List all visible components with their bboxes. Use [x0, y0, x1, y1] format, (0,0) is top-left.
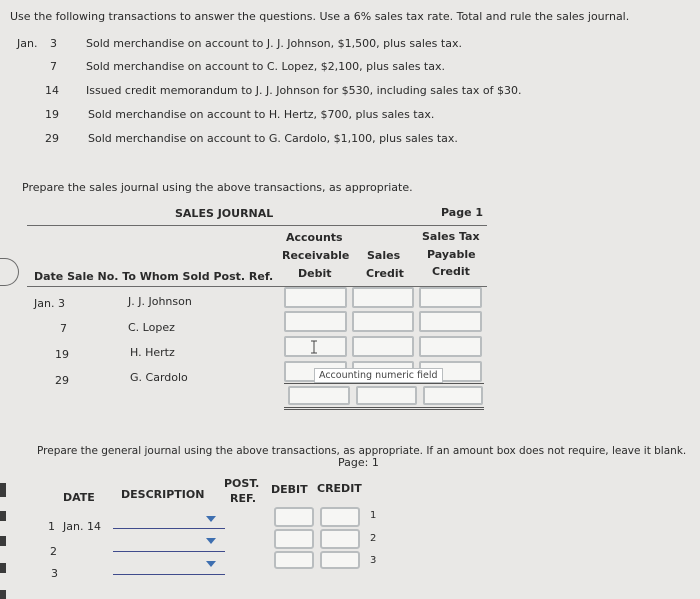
row-date: 7 [60, 322, 67, 335]
entry-number: 2 [50, 545, 57, 558]
line-number: 1 [370, 510, 377, 521]
transaction-month: Jan. [17, 37, 38, 50]
ar-debit-input[interactable] [284, 287, 347, 308]
double-rule-line [284, 409, 484, 410]
general-journal-page: Page: 1 [338, 456, 379, 469]
transaction-day: 19 [45, 108, 59, 121]
col-tax-1: Sales Tax [422, 230, 480, 243]
col-tax-2: Payable [427, 248, 476, 261]
edge-bar [0, 511, 6, 521]
debit-input[interactable] [274, 507, 314, 527]
ar-total-input[interactable] [288, 386, 350, 405]
col-date: DATE [63, 491, 95, 504]
text-cursor-icon [310, 340, 318, 354]
col-sales-1: Sales [367, 249, 401, 262]
row-customer: C. Lopez [128, 321, 175, 334]
transaction-text: Issued credit memorandum to J. J. Johnson for $530, including sales tax of $30. [86, 84, 522, 97]
credit-input[interactable] [320, 507, 360, 527]
edge-bar [0, 483, 6, 497]
transaction-day: 3 [50, 37, 57, 50]
col-credit: CREDIT [317, 482, 362, 495]
debit-input[interactable] [274, 529, 314, 549]
col-post-2: REF. [230, 492, 257, 505]
entry-number: 1 [48, 520, 55, 533]
edge-bar [0, 590, 6, 599]
credit-input[interactable] [320, 551, 360, 569]
line-number: 3 [370, 555, 377, 566]
description-dropdown[interactable] [113, 574, 225, 575]
ar-debit-input[interactable] [284, 336, 347, 357]
rule-line [27, 225, 487, 226]
col-ar-1: Accounts [286, 231, 343, 244]
transaction-text: Sold merchandise on account to H. Hertz, $700, plus sales tax. [88, 108, 435, 121]
rule-line [27, 286, 487, 287]
transaction-day: 7 [50, 60, 57, 73]
description-dropdown[interactable] [113, 528, 225, 529]
entry-date: Jan. 14 [63, 520, 101, 533]
double-rule-line [284, 407, 484, 408]
col-ar-2: Receivable [282, 249, 350, 262]
entry-number: 3 [51, 567, 58, 580]
dropdown-arrow-icon[interactable] [206, 561, 216, 567]
transaction-day: 29 [45, 132, 59, 145]
tax-credit-input[interactable] [419, 287, 482, 308]
row-customer: J. J. Johnson [128, 295, 192, 308]
sales-credit-input[interactable] [352, 311, 414, 332]
col-post-1: POST. [224, 477, 260, 490]
dropdown-arrow-icon[interactable] [206, 516, 216, 522]
row-date: 19 [55, 348, 69, 361]
field-tooltip: Accounting numeric field [314, 368, 443, 383]
sales-credit-input[interactable] [352, 336, 414, 357]
transaction-text: Sold merchandise on account to G. Cardolo, $1,100, plus sales tax. [88, 132, 458, 145]
row-date: Jan. 3 [34, 297, 65, 310]
description-dropdown[interactable] [113, 551, 225, 552]
transaction-text: Sold merchandise on account to C. Lopez, $2,100, plus sales tax. [86, 60, 445, 73]
sales-journal-page: Page 1 [441, 206, 484, 219]
col-debit: DEBIT [271, 483, 308, 496]
tax-credit-input[interactable] [419, 336, 482, 357]
ar-debit-input[interactable] [284, 311, 347, 332]
transaction-day: 14 [45, 84, 59, 97]
credit-input[interactable] [320, 529, 360, 549]
tax-total-input[interactable] [423, 386, 483, 405]
row-date: 29 [55, 374, 69, 387]
bracket-mark [0, 258, 19, 286]
instructions-text: Use the following transactions to answer the questions. Use a 6% sales tax rate. Total and rule the sales journal. [10, 10, 630, 23]
sales-prompt: Prepare the sales journal using the above transactions, as appropriate. [22, 181, 413, 194]
debit-input[interactable] [274, 551, 314, 569]
edge-bar [0, 563, 6, 573]
tax-credit-input[interactable] [419, 311, 482, 332]
edge-bar [0, 536, 6, 546]
general-prompt: Prepare the general journal using the above transactions, as appropriate. If an amount box does not require, leave it blank. [37, 445, 687, 457]
row-customer: H. Hertz [130, 346, 175, 359]
col-left-header: Date Sale No. To Whom Sold Post. Ref. [34, 270, 274, 283]
row-customer: G. Cardolo [130, 371, 188, 384]
dropdown-arrow-icon[interactable] [206, 538, 216, 544]
sales-total-input[interactable] [356, 386, 417, 405]
line-number: 2 [370, 533, 377, 544]
col-tax-3: Credit [432, 265, 470, 278]
col-description: DESCRIPTION [121, 488, 205, 501]
sales-journal-title: SALES JOURNAL [175, 207, 274, 220]
col-ar-3: Debit [298, 267, 332, 280]
sales-credit-input[interactable] [352, 287, 414, 308]
col-sales-2: Credit [366, 267, 404, 280]
transaction-text: Sold merchandise on account to J. J. Johnson, $1,500, plus sales tax. [86, 37, 462, 50]
total-rule-line [284, 383, 484, 384]
